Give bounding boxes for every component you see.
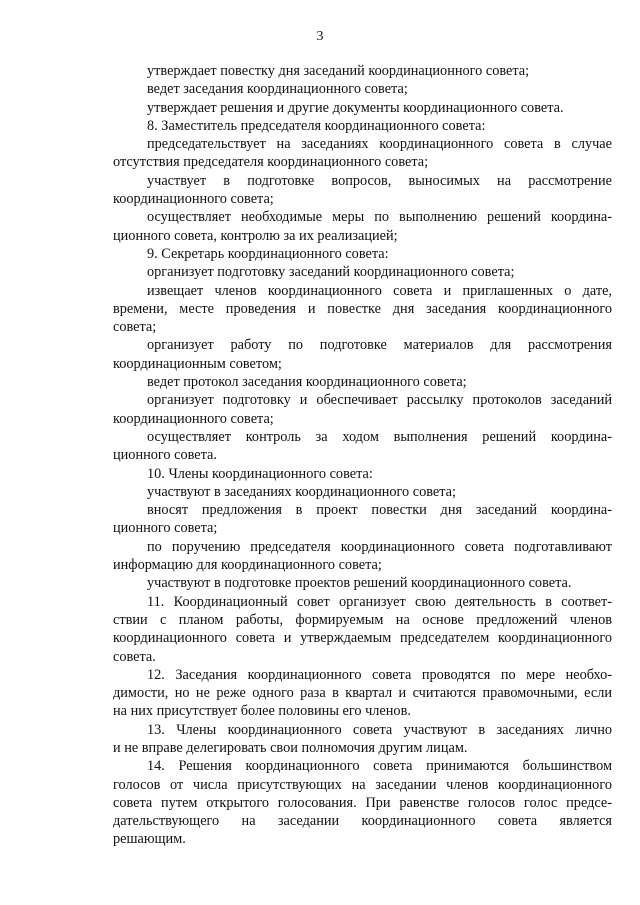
text-line: утверждает решения и другие документы координационного совета. [147, 99, 564, 116]
text-line: 8. Заместитель председателя координационного совета: [147, 117, 486, 134]
text-line: ционного совета, контролю за их реализацией; [113, 227, 398, 244]
document-body [113, 62, 612, 849]
text-line: председательствует на заседаниях координационного совета в случае [147, 136, 612, 153]
text-line: информацию для координационного совета; [113, 557, 382, 574]
text-line: голосов от числа присутствующих на заседании членов координационного [113, 776, 612, 793]
text-line: совета. [113, 648, 156, 665]
text-line: координационным советом; [113, 355, 282, 372]
text-line: ционного совета; [113, 520, 218, 537]
text-line: осуществляет контроль за ходом выполнения решений координа- [147, 428, 612, 445]
text-line: 14. Решения координационного совета принимаются большинством [147, 758, 612, 775]
text-line: координационного совета; [113, 191, 274, 208]
text-line: совета; [113, 319, 157, 336]
text-line: ведет заседания координационного совета; [147, 81, 408, 98]
text-line: ствии с планом работы, формируемым на основе предложений членов [113, 611, 612, 628]
text-line: координационного совета и утверждаемым председателем координационного [113, 630, 612, 647]
text-line: времени, месте проведения и повестке дня заседания координационного [113, 300, 612, 317]
text-line: 9. Секретарь координационного совета: [147, 245, 389, 262]
text-line: организует работу по подготовке материалов для рассмотрения [147, 337, 612, 354]
text-line: отсутствия председателя координационного совета; [113, 154, 429, 171]
text-line: извещает членов координационного совета и приглашенных о дате, [147, 282, 612, 299]
text-line: по поручению председателя координационного совета подготавливают [147, 538, 612, 555]
text-line: утверждает повестку дня заседаний координационного совета; [147, 63, 530, 79]
text-line: решающим. [113, 831, 186, 848]
text-line: координационного совета; [113, 410, 274, 427]
text-line: участвует в подготовке вопросов, выносимых на рассмотрение [147, 172, 612, 189]
text-line: совета путем открытого голосования. При равенстве голосов голос предсе- [113, 794, 612, 811]
text-line: организует подготовку заседаний координационного совета; [147, 264, 515, 281]
text-line: ведет протокол заседания координационного совета; [147, 374, 467, 391]
text-line: организует подготовку и обеспечивает рассылку протоколов заседаний [147, 392, 612, 409]
text-line: 10. Члены координационного совета: [147, 465, 373, 482]
text-line: димости, но не реже одного раза в квартал и считаются правомочными, если [113, 685, 612, 702]
text-line: осуществляет необходимые меры по выполнению решений координа- [147, 209, 612, 226]
text-line: 11. Координационный совет организует свою деятельность в соответ- [147, 593, 612, 610]
text-line: и не вправе делегировать свои полномочия другим лицам. [113, 739, 468, 756]
text-line: 13. Члены координационного совета участвуют в заседаниях лично [147, 721, 612, 738]
text-line: ционного совета. [113, 447, 217, 464]
page-number: 3 [316, 29, 324, 44]
text-line: на них присутствует более половины его членов. [113, 703, 411, 720]
text-line: участвуют в заседаниях координационного совета; [147, 483, 456, 500]
text-line: 12. Заседания координационного совета проводятся по мере необхо- [147, 666, 612, 683]
text-line: вносят предложения в проект повестки дня заседаний координа- [147, 502, 612, 519]
text-line: дательствующего на заседании координационного совета является [113, 813, 612, 830]
text-line: участвуют в подготовке проектов решений координационного совета. [147, 575, 572, 592]
